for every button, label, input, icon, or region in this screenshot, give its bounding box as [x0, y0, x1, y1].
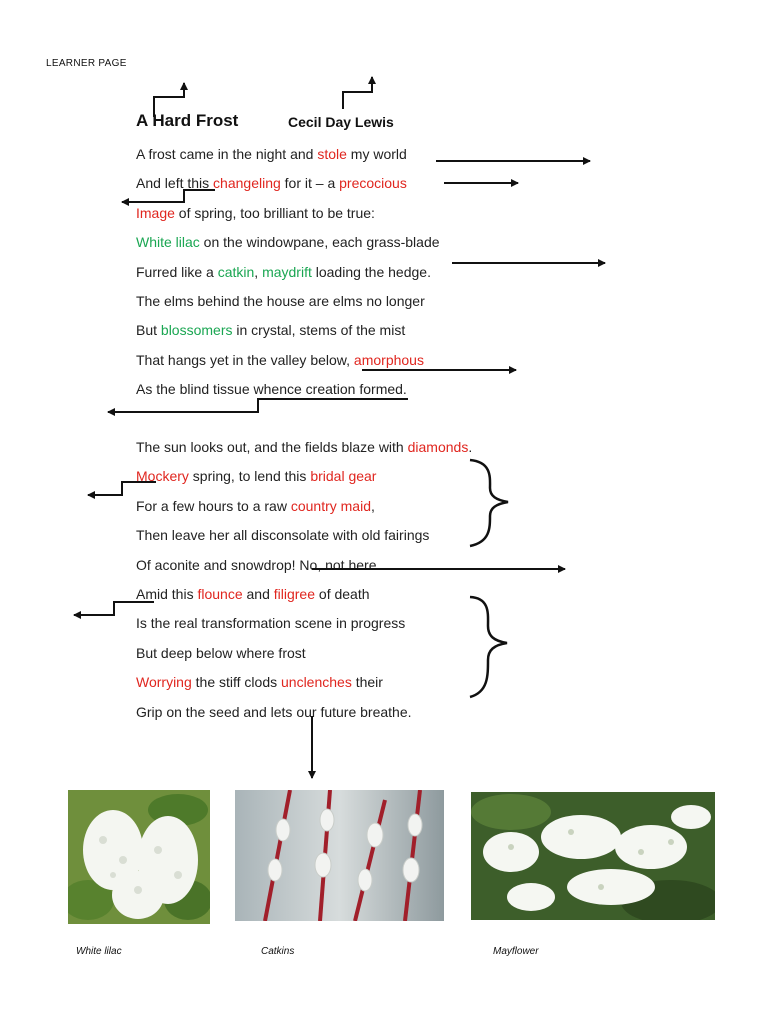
line-text: The elms behind the house are elms no longer [136, 293, 425, 309]
highlighted-word: country maid [290, 497, 371, 514]
line-text: That hangs yet in the valley below, [136, 351, 354, 368]
line-text: my world [346, 146, 407, 162]
highlighted-word: bridal gear [310, 468, 377, 485]
line-text: , [371, 497, 375, 514]
line-text: on the windowpane, each grass-blade [199, 234, 440, 251]
line-text: loading the hedge. [311, 263, 431, 280]
line-text: their [351, 674, 383, 691]
highlighted-word: filigree [273, 586, 316, 602]
line-text: Grip on the seed and lets our future breathe. [136, 703, 412, 720]
learner-page-header: LEARNER PAGE [46, 58, 127, 69]
poem-author: Cecil Day Lewis [288, 114, 394, 130]
line-text: But [136, 322, 161, 339]
highlighted-word: catkin [217, 263, 255, 280]
highlighted-word: amorphous [353, 351, 424, 368]
highlighted-word: Mockery [136, 468, 189, 485]
line-text: The sun looks out, and the fields blaze with [136, 439, 408, 455]
highlighted-word: Worrying [136, 674, 192, 691]
highlighted-word: changeling [213, 175, 281, 192]
author-step-arrow [343, 77, 372, 109]
mayflower-photo [471, 792, 715, 920]
line-text: . [468, 439, 473, 455]
line-text: But deep below where frost [136, 644, 306, 661]
line-text: spring, to lend this [188, 468, 311, 485]
line-text: the stiff clods [191, 674, 281, 691]
white-lilac-photo [68, 790, 210, 924]
highlighted-word: precocious [339, 175, 407, 192]
caption-white-lilac: White lilac [76, 946, 122, 957]
line-text: And left this [136, 175, 214, 192]
line-text: For a few hours to a raw [136, 497, 291, 514]
brace-lower [470, 597, 507, 697]
highlighted-word: maydrift [262, 263, 312, 280]
highlighted-word: diamonds [407, 439, 469, 455]
line-text: Amid this [136, 586, 198, 602]
catkins-photo [235, 790, 444, 921]
arrow-creation-left [108, 399, 408, 412]
arrow-image-left [122, 190, 215, 202]
line-text: of death [315, 586, 370, 602]
highlighted-word: blossomers [160, 322, 233, 339]
line-text: in crystal, stems of the mist [232, 322, 406, 339]
line-text: Is the real transformation scene in progress [136, 615, 406, 632]
line-text: Furred like a [136, 263, 218, 280]
caption-mayflower: Mayflower [493, 946, 539, 957]
caption-catkins: Catkins [261, 946, 295, 957]
line-text: , [254, 263, 263, 280]
line-text: A frost came in the night and [136, 146, 318, 162]
line-text: of spring, too brilliant to be true: [174, 204, 375, 221]
arrow-mockery-left [88, 482, 156, 495]
poem-title: A Hard Frost [136, 111, 239, 130]
brace-upper [470, 460, 508, 546]
arrow-amid-left [74, 602, 154, 615]
line-text: Of aconite and snowdrop! No, not here [136, 556, 377, 573]
highlighted-word: unclenches [281, 674, 352, 691]
line-text: and [242, 586, 274, 602]
highlighted-word: White lilac [136, 234, 200, 251]
line-text: for it – a [280, 175, 340, 192]
highlighted-word: flounce [197, 586, 243, 602]
highlighted-word: stole [317, 146, 347, 162]
line-text: As the blind tissue whence creation formed. [136, 381, 407, 398]
title-step-arrow [154, 83, 184, 117]
line-text: Then leave her all disconsolate with old fairings [136, 527, 430, 544]
highlighted-word: Image [136, 204, 175, 221]
